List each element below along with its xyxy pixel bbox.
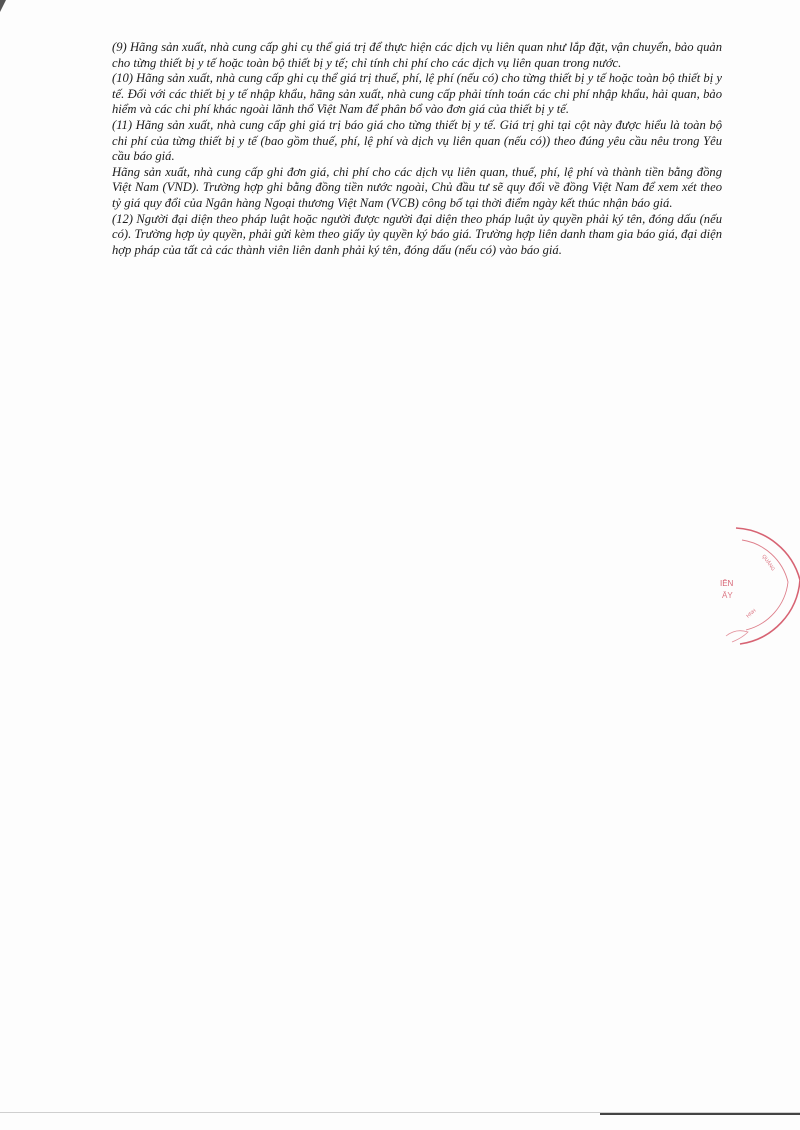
notes-content — [112, 40, 722, 258]
scan-bottom-shadow — [600, 1113, 800, 1115]
scan-corner-mark — [0, 0, 6, 12]
stamp-rim-text-bottom: HNH — [745, 607, 758, 620]
stamp-scribble — [726, 631, 748, 642]
note-11-currency-paragraph: Hãng sản xuất, nhà cung cấp ghi đơn giá, chi phí cho các dịch vụ liên quan, thuế, phí, lệ phí và thành tiền bằng đồng Việt Nam (VND). Trường hợp ghi bằng đồng tiền nước ngoài, Chủ đầu tư sẽ quy đổi về đồng Việt Nam để xem xét theo tỷ giá quy đổi của Ngân hàng Ngoại thương Việt Nam (VCB) công bố tại thời điểm ngày kết thúc nhận báo giá. — [112, 164, 722, 210]
note-9-paragraph: (9) Hãng sản xuất, nhà cung cấp ghi cụ thể giá trị để thực hiện các dịch vụ liên quan như lắp đặt, vận chuyển, bảo quản cho từng thiết bị y tế hoặc toàn bộ thiết bị y tế; chỉ tính chi phí cho các dịch vụ liên quan trong nước. — [112, 40, 722, 70]
stamp-center-text-1: IÊN — [720, 579, 734, 588]
note-11-paragraph: (11) Hãng sản xuất, nhà cung cấp ghi giá trị báo giá cho từng thiết bị y tế. Giá trị ghi tại cột này được hiểu là toàn bộ chi phí của từng thiết bị y tế (bao gồm thuế, phí, lệ phí và dịch vụ liên quan (nếu có)) theo đúng yêu cầu nêu trong Yêu cầu báo giá. — [112, 117, 722, 164]
stamp-rim-text-top: QUẢNG — [760, 553, 776, 573]
stamp-center-text-2: ÂY — [722, 591, 733, 600]
stamp-outer-arc — [736, 528, 800, 644]
note-12-paragraph: (12) Người đại diện theo pháp luật hoặc người được người đại diện theo pháp luật ủy quyền phải ký tên, đóng dấu (nếu có). Trường hợp ủy quyền, phải gửi kèm theo giấy ủy quyền ký báo giá. Trường hợp liên danh tham gia báo giá, đại diện hợp pháp của tất cả các thành viên liên danh phải ký tên, đóng dấu (nếu có) vào báo giá. — [112, 211, 722, 257]
note-10-paragraph: (10) Hãng sản xuất, nhà cung cấp ghi cụ thể giá trị thuế, phí, lệ phí (nếu có) cho từng thiết bị y tế hoặc toàn bộ thiết bị y tế. Đối với các thiết bị y tế nhập khẩu, hãng sản xuất, nhà cung cấp phải tính toán các chi phí nhập khẩu, hải quan, bảo hiểm và các chi phí khác ngoài lãnh thổ Việt Nam để phân bổ vào đơn giá của thiết bị y tế. — [112, 71, 722, 117]
red-seal-stamp — [712, 520, 800, 650]
